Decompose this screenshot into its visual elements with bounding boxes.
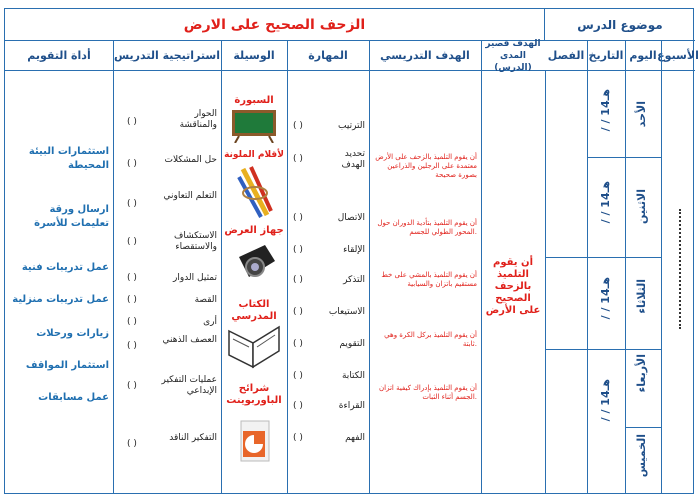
date-monday: / / 14هـ [599, 181, 612, 224]
tool-label-book: الكتاب المدرسي [231, 299, 277, 322]
skill-2: تحديد الهدف [341, 149, 365, 170]
skill-check-2[interactable]: ( ) [293, 154, 303, 164]
skill-check-5[interactable]: ( ) [293, 275, 303, 285]
day-wednesday: الأربعاء [635, 354, 648, 393]
strategy-check-3[interactable]: ( ) [127, 199, 137, 209]
evaluation-6: استثمار المواقف [25, 360, 109, 371]
short-goal-text: أن يقوم التلميذ بالزحف الصحيح على الأرض [485, 257, 541, 316]
lesson-plan-table [4, 8, 699, 494]
date-tuesday: / / 14هـ [599, 277, 612, 320]
strategy-check-2[interactable]: ( ) [127, 159, 137, 169]
skill-5: التذكر [343, 275, 365, 285]
tool-label-projector: جهاز العرض [224, 225, 284, 236]
date-sunday: / / 14هـ [599, 89, 612, 132]
date-wednesday: / / 14هـ [599, 379, 612, 422]
strategy-7: أرى [203, 317, 217, 327]
lesson-title-cell [5, 9, 545, 41]
skill-check-8[interactable]: ( ) [293, 371, 303, 381]
strategy-check-9[interactable]: ( ) [127, 381, 137, 391]
colored-pencils-icon [237, 163, 277, 223]
skill-4: الإلقاء [343, 245, 365, 255]
evaluation-7: عمل مسابقات [38, 392, 109, 403]
week-header: الأسبوع [661, 41, 695, 71]
evaluation-3: عمل تدريبات فنية [21, 262, 109, 273]
skill-header: المهارة [287, 41, 369, 71]
strategy-9: عمليات التفكير الإبداعي [161, 375, 217, 396]
strategy-8: العصف الذهني [162, 335, 217, 345]
topic-label: موضوع الدرس [577, 17, 663, 32]
objective-1: أن يقوم التلميذ بالزحف على الأرض معتمدة على الرجلين والذراعين بصورة صحيحة [375, 153, 477, 179]
strategy-check-10[interactable]: ( ) [127, 439, 137, 449]
skill-9: القراءة [338, 401, 365, 411]
day-tuesday: الثلاثاء [635, 279, 648, 314]
skill-6: الاستيعاب [328, 307, 365, 317]
skill-1: الترتيب [338, 121, 365, 131]
strategy-6: القصة [194, 295, 217, 305]
projector-icon [235, 239, 277, 287]
tool-label-board: السبورة [234, 95, 274, 106]
skill-3: الاتصال [337, 213, 365, 223]
strategy-header: استراتيجية التدريس [113, 41, 221, 71]
strategy-check-1[interactable]: ( ) [127, 117, 137, 127]
date-header: التاريخ [587, 41, 625, 71]
strategy-5: تمثيل الدوار [173, 273, 217, 283]
skill-check-4[interactable]: ( ) [293, 245, 303, 255]
objective-5: أن يقوم التلميذ بإدراك كيفية اتزان الجسم أثناء الثبات. [379, 384, 477, 401]
tool-label-pens: لأقلام الملونة [224, 150, 284, 160]
objective-4: أن يقوم التلميذ بركل الكرة وهي ثابتة. [384, 331, 477, 348]
strategy-check-7[interactable]: ( ) [127, 317, 137, 327]
strategy-check-8[interactable]: ( ) [127, 341, 137, 351]
strategy-check-6[interactable]: ( ) [127, 295, 137, 305]
skill-check-6[interactable]: ( ) [293, 307, 303, 317]
day-sunday: الأحد [635, 101, 648, 128]
evaluation-header: أداة التقويم [5, 41, 113, 71]
book-icon [225, 317, 283, 371]
day-header: اليوم [625, 41, 661, 71]
objective-2: أن يقوم التلميذ بتأدية الدوران حول المحور الطولي للجسم. [377, 219, 477, 236]
strategy-3: التعلم التعاوني [163, 191, 217, 201]
skill-check-9[interactable]: ( ) [293, 401, 303, 411]
strategy-1: الحوار والمناقشة [179, 109, 217, 130]
strategy-check-5[interactable]: ( ) [127, 273, 137, 283]
tool-label-slides: شرائح الباوربوينت [226, 383, 282, 406]
evaluation-1: استثمارات البيئة المحيطة [28, 146, 109, 171]
strategy-10: التفكير الناقد [169, 433, 217, 443]
teaching-goal-header: الهدف التدريسي [369, 41, 481, 71]
class-header: الفصل [545, 41, 587, 71]
strategy-check-4[interactable]: ( ) [127, 237, 137, 247]
skill-check-10[interactable]: ( ) [293, 433, 303, 443]
lesson-title: الزحف الصحيح على الارض [183, 16, 366, 33]
skill-check-7[interactable]: ( ) [293, 339, 303, 349]
evaluation-2: ارسال ورقة تعليمات للأسرة [34, 204, 109, 229]
day-monday: الاثنين [635, 189, 648, 224]
strategy-4: الاستكشاف والاستقصاء [174, 231, 217, 252]
skill-check-3[interactable]: ( ) [293, 213, 303, 223]
skill-8: الكتابة [341, 371, 365, 381]
tool-header: الوسيلة [221, 41, 287, 71]
day-thursday: الخميس [635, 434, 648, 478]
powerpoint-icon [237, 419, 273, 465]
week-dotted-line [679, 209, 681, 329]
skill-10: الفهم [345, 433, 365, 443]
evaluation-5: زيارات ورحلات [36, 328, 109, 339]
short-goal-header: الهدف قصير المدى (الدرس) [481, 41, 545, 71]
skill-7: التقويم [339, 339, 365, 349]
strategy-2: حل المشكلات [164, 155, 217, 165]
topic-cell [545, 9, 695, 41]
objective-3: أن يقوم التلميذ بالمشي على خط مستقيم باتزان والسيابية [381, 271, 477, 288]
blackboard-icon [231, 109, 277, 143]
skill-check-1[interactable]: ( ) [293, 121, 303, 131]
evaluation-4: عمل تدريبات منزلية [12, 294, 109, 305]
